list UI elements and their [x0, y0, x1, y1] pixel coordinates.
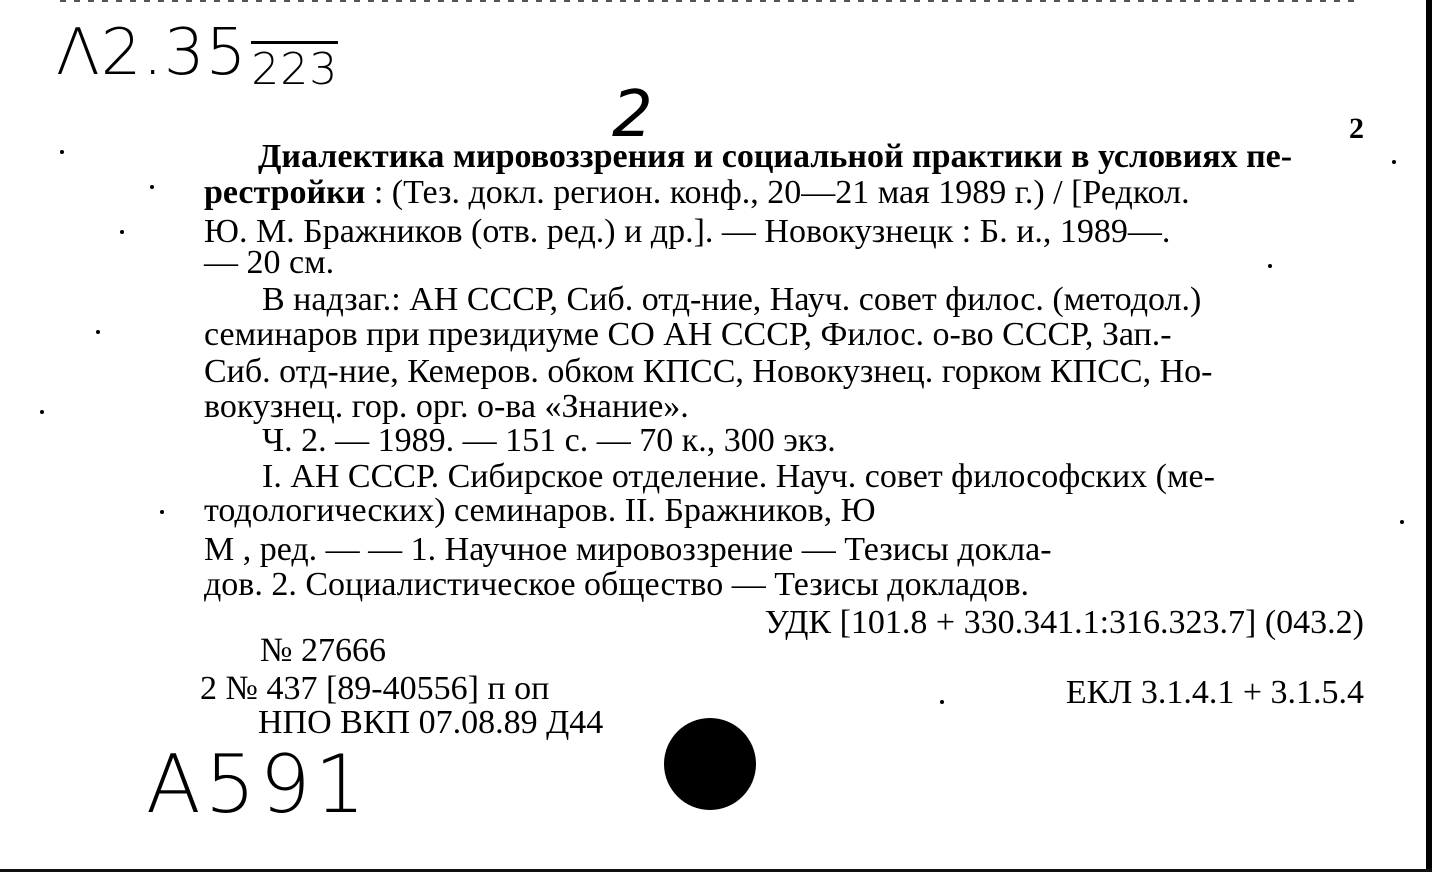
handwritten-call-suffix: 223	[251, 41, 338, 95]
udk-classification: УДК [101.8 + 330.341.1:316.323.7] (043.2)	[764, 604, 1364, 641]
scan-speck	[150, 185, 154, 189]
description-line-4: — 20 см.	[204, 244, 335, 281]
scan-speck	[1400, 520, 1404, 524]
scan-speck	[60, 150, 64, 154]
title-line-2-bold: рестройки	[204, 174, 366, 211]
order-number: 2 № 437 [89-40556] п оп	[200, 670, 550, 707]
title-line-2-rest: : (Тез. докл. регион. конф., 20—21 мая 1989 г.) / [Редкол.	[365, 174, 1190, 211]
tracing-line-1: I. АН СССР. Сибирское отделение. Науч. совет философских (ме-	[262, 458, 1215, 495]
note-line-3: Сиб. отд-ние, Кемеров. обком КПСС, Новокузнец. горком КПСС, Но-	[204, 353, 1213, 390]
scan-speck	[1392, 160, 1396, 164]
handwritten-call-number: Λ2.35223	[56, 16, 339, 95]
handwritten-shelf-mark: A591	[146, 738, 370, 831]
card-right-edge	[1426, 0, 1432, 872]
scan-speck	[96, 330, 100, 334]
tracing-line-4: дов. 2. Социалистическое общество — Тезисы докладов.	[204, 566, 1029, 603]
note-line-4: вокузнец. гор. орг. о-ва «Знание».	[204, 388, 689, 425]
punched-hole-dot	[664, 718, 756, 810]
title-line-2	[204, 176, 1190, 210]
ekl-classification: ЕКЛ 3.1.4.1 + 3.1.5.4	[1065, 674, 1364, 711]
card-number: 2	[1349, 112, 1364, 145]
card-top-edge	[60, 0, 1360, 2]
scan-speck	[40, 410, 44, 414]
tracing-line-2: тодологических) семинаров. II. Бражников, Ю	[204, 492, 876, 529]
title-line-1: Диалектика мировоззрения и социальной практики в условиях пе-	[258, 138, 1293, 175]
volume-line: Ч. 2. — 1989. — 151 с. — 70 к., 300 экз.	[262, 422, 836, 459]
note-line-1: В надзаг.: АН СССР, Сиб. отд-ние, Науч. совет филос. (методол.)	[262, 281, 1202, 318]
scan-speck	[940, 700, 944, 704]
handwritten-volume-mark: 2	[612, 78, 653, 152]
description-line-3: Ю. М. Бражников (отв. ред.) и др.]. — Новокузнецк : Б. и., 1989—.	[204, 213, 1171, 250]
npo-stamp-line: НПО ВКП 07.08.89 Д44	[258, 704, 604, 741]
scan-speck	[1268, 264, 1272, 268]
note-line-2: семинаров при президиуме СО АН СССР, Филос. о-во СССР, Зап.-	[204, 316, 1172, 353]
tracing-line-3: М , ред. — — 1. Научное мировоззрение — Тезисы докла-	[204, 531, 1052, 568]
registration-number: № 27666	[260, 632, 386, 669]
scan-speck	[160, 510, 164, 514]
scan-speck	[120, 230, 124, 234]
